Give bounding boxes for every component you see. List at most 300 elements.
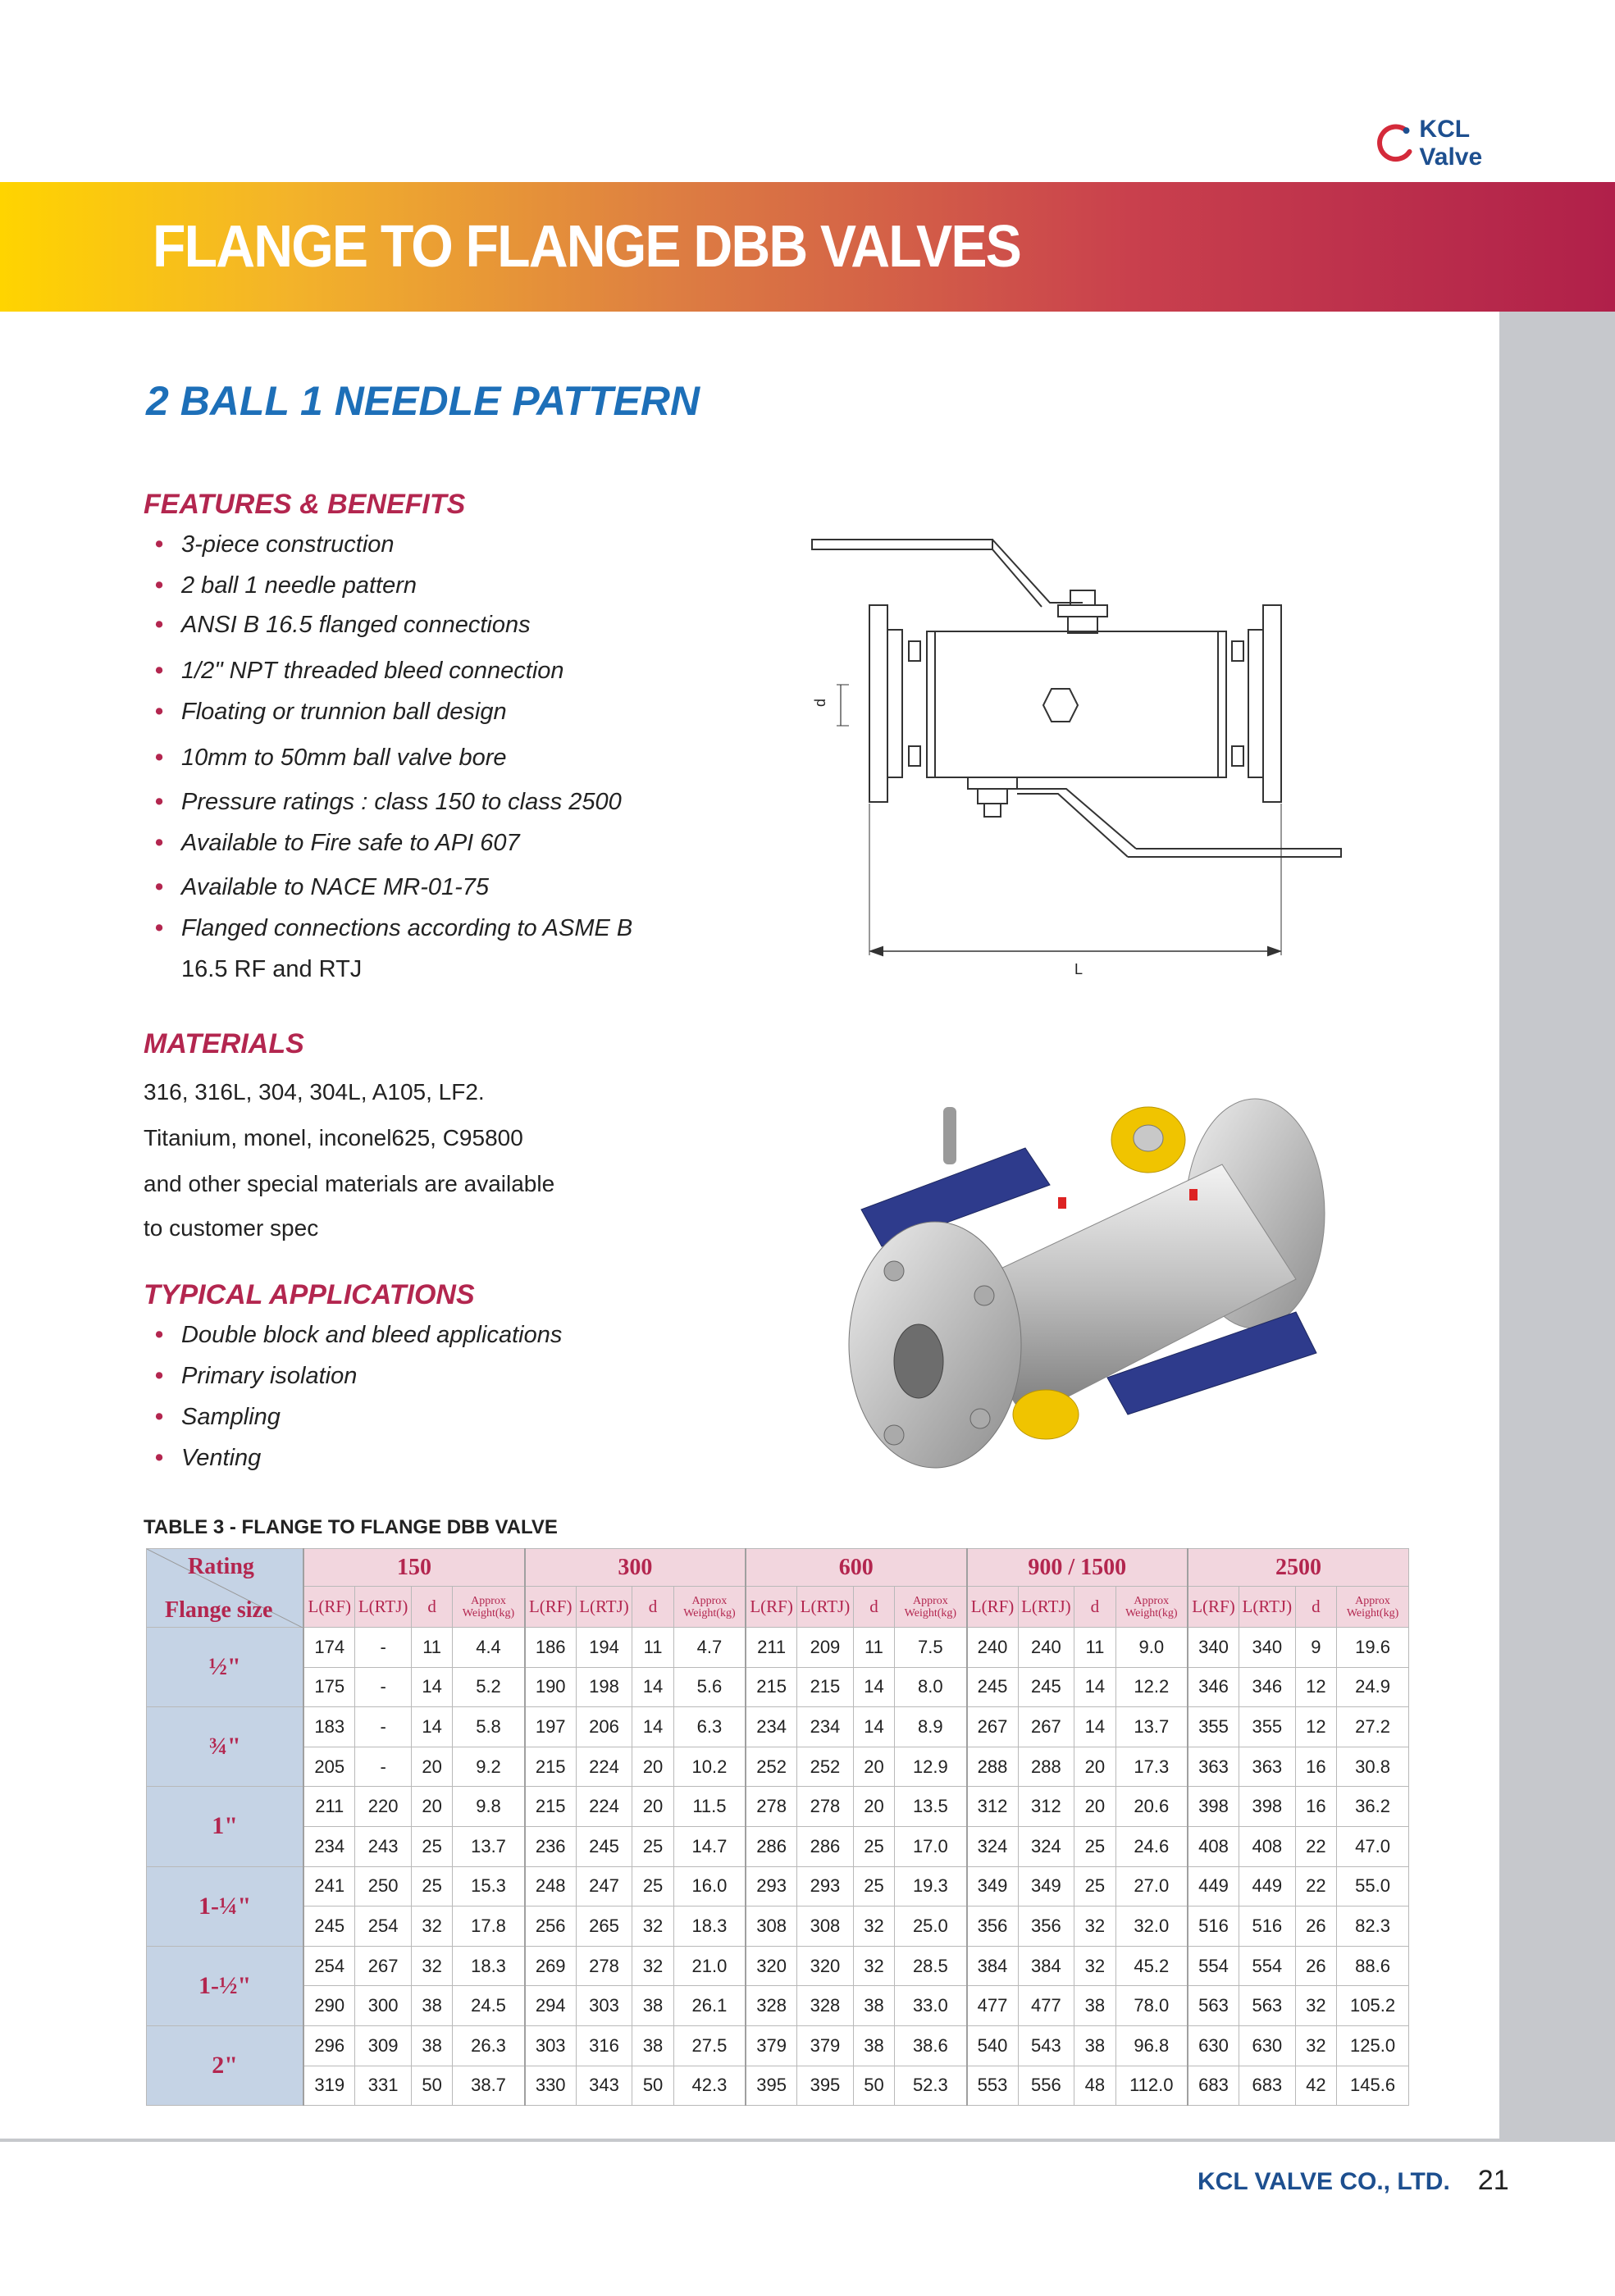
- footer-company: KCL VALVE CO., LTD.: [1198, 2168, 1450, 2195]
- table-subheader: [147, 1587, 1409, 1628]
- table-cell: 241: [303, 1866, 355, 1906]
- table-cell: 408: [1188, 1826, 1239, 1866]
- table-cell: 194: [576, 1628, 632, 1668]
- table-cell: 245: [1018, 1667, 1074, 1707]
- table-cell: 12.2: [1115, 1667, 1188, 1707]
- table-cell: 340: [1188, 1628, 1239, 1668]
- table-cell: 19.6: [1337, 1628, 1409, 1668]
- table-cell: 15.3: [453, 1866, 525, 1906]
- table-cell: 278: [576, 1946, 632, 1986]
- table-header-rating: [147, 1549, 1409, 1587]
- table-cell: 22: [1295, 1866, 1336, 1906]
- valve-product-photo: [837, 1091, 1362, 1476]
- table-cell: 309: [355, 2025, 412, 2066]
- column-header: L(RF): [967, 1587, 1019, 1628]
- table-cell: 293: [797, 1866, 854, 1906]
- table-cell: 38: [1074, 1986, 1115, 2026]
- column-header: d: [853, 1587, 894, 1628]
- table-cell: 630: [1188, 2025, 1239, 2066]
- table-cell: 33.0: [895, 1986, 967, 2026]
- table-cell: 215: [525, 1787, 577, 1827]
- table-cell: 288: [967, 1747, 1019, 1787]
- table-cell: 245: [967, 1667, 1019, 1707]
- table-cell: 45.2: [1115, 1946, 1188, 1986]
- table-cell: 324: [967, 1826, 1019, 1866]
- table-cell: 540: [967, 2025, 1019, 2066]
- table-cell: 9: [1295, 1628, 1336, 1668]
- table-cell: 12: [1295, 1667, 1336, 1707]
- table-cell: 408: [1239, 1826, 1296, 1866]
- table-cell: 206: [576, 1707, 632, 1747]
- table-cell: 254: [355, 1906, 412, 1947]
- table-cell: 252: [797, 1747, 854, 1787]
- table-cell: 331: [355, 2066, 412, 2106]
- table-row: [147, 1707, 1409, 1747]
- materials-line: Titanium, monel, inconel625, C95800: [144, 1125, 523, 1150]
- table-cell: 308: [797, 1906, 854, 1947]
- column-header: L(RF): [525, 1587, 577, 1628]
- table-cell: 563: [1239, 1986, 1296, 2026]
- table-cell: 38: [632, 2025, 673, 2066]
- applications-list: [152, 1322, 562, 1486]
- rating-label: Rating: [188, 1554, 254, 1579]
- table-cell: 215: [525, 1747, 577, 1787]
- table-cell: 186: [525, 1628, 577, 1668]
- table-cell: 356: [967, 1906, 1019, 1947]
- column-header: d: [1295, 1587, 1336, 1628]
- table-cell: 25.0: [895, 1906, 967, 1947]
- table-title: TABLE 3 - FLANGE TO FLANGE DBB VALVE: [144, 1516, 558, 1538]
- table-cell: 22: [1295, 1826, 1336, 1866]
- column-header: L(RTJ): [797, 1587, 854, 1628]
- footer: [1198, 2165, 1509, 2197]
- list-item: • Available to NACE MR-01-75: [155, 874, 490, 900]
- table-cell: 20: [632, 1787, 673, 1827]
- page-number: 21: [1477, 2165, 1509, 2196]
- column-header: Approx Weight(kg): [1337, 1587, 1409, 1628]
- table-cell: 6.3: [673, 1707, 746, 1747]
- table-cell: 303: [525, 2025, 577, 2066]
- logo-text: KCL Valve: [1419, 116, 1483, 171]
- table-cell: 8.9: [895, 1707, 967, 1747]
- table-cell: 516: [1239, 1906, 1296, 1947]
- table-cell: 265: [576, 1906, 632, 1947]
- list-item: • 1/2" NPT threaded bleed connection: [155, 658, 564, 684]
- table-cell: 8.0: [895, 1667, 967, 1707]
- list-item: • 2 ball 1 needle pattern: [155, 572, 417, 599]
- flange-size-label: Flange size: [165, 1597, 273, 1623]
- table-row: [147, 1747, 1409, 1787]
- table-cell: 13.5: [895, 1787, 967, 1827]
- table-cell: 13.7: [1115, 1707, 1188, 1747]
- table-cell: 288: [1018, 1747, 1074, 1787]
- table-cell: 355: [1239, 1707, 1296, 1747]
- table-row: [147, 1906, 1409, 1947]
- table-cell: 16: [1295, 1747, 1336, 1787]
- table-cell: 379: [797, 2025, 854, 2066]
- table-cell: 183: [303, 1707, 355, 1747]
- table-cell: 324: [1018, 1826, 1074, 1866]
- rating-300: 300: [525, 1549, 746, 1587]
- table-cell: 320: [746, 1946, 797, 1986]
- table-cell: 346: [1239, 1667, 1296, 1707]
- table-cell: 38: [853, 1986, 894, 2026]
- title-banner: [0, 182, 1615, 312]
- table-cell: 24.6: [1115, 1826, 1188, 1866]
- table-cell: 18.3: [673, 1906, 746, 1947]
- table-cell: 234: [303, 1826, 355, 1866]
- list-item: • ANSI B 16.5 flanged connections: [155, 612, 531, 638]
- list-item: • Venting: [155, 1445, 262, 1471]
- table-cell: 5.8: [453, 1707, 525, 1747]
- column-header: d: [1074, 1587, 1115, 1628]
- table-cell: 11.5: [673, 1787, 746, 1827]
- dim-d-label: d: [812, 698, 828, 707]
- table-cell: 286: [797, 1826, 854, 1866]
- table-cell: 211: [746, 1628, 797, 1668]
- table-cell: 9.2: [453, 1747, 525, 1787]
- table-cell: -: [355, 1707, 412, 1747]
- table-cell: 16: [1295, 1787, 1336, 1827]
- table-cell: 24.5: [453, 1986, 525, 2026]
- table-cell: 197: [525, 1707, 577, 1747]
- table-cell: 395: [797, 2066, 854, 2106]
- table-cell: 25: [632, 1866, 673, 1906]
- table-cell: 25: [1074, 1826, 1115, 1866]
- table-cell: 17.3: [1115, 1747, 1188, 1787]
- table-cell: 78.0: [1115, 1986, 1188, 2026]
- table-cell: 27.0: [1115, 1866, 1188, 1906]
- table-cell: 630: [1239, 2025, 1296, 2066]
- column-header: Approx Weight(kg): [453, 1587, 525, 1628]
- table-cell: 25: [411, 1866, 452, 1906]
- table-cell: 32: [853, 1946, 894, 1986]
- table-cell: 312: [1018, 1787, 1074, 1827]
- table-cell: 190: [525, 1667, 577, 1707]
- table-cell: 52.3: [895, 2066, 967, 2106]
- column-header: d: [411, 1587, 452, 1628]
- table-cell: 240: [1018, 1628, 1074, 1668]
- rating-2500: 2500: [1188, 1549, 1409, 1587]
- features-list: [152, 531, 632, 997]
- table-cell: 26.3: [453, 2025, 525, 2066]
- table-cell: 17.8: [453, 1906, 525, 1947]
- table-cell: 14: [1074, 1667, 1115, 1707]
- table-cell: 38.6: [895, 2025, 967, 2066]
- table-cell: 10.2: [673, 1747, 746, 1787]
- table-cell: 340: [1239, 1628, 1296, 1668]
- table-cell: 25: [1074, 1866, 1115, 1906]
- column-header: Approx Weight(kg): [1115, 1587, 1188, 1628]
- table-cell: 254: [303, 1946, 355, 1986]
- table-cell: 25: [853, 1826, 894, 1866]
- applications-title: TYPICAL APPLICATIONS: [144, 1279, 475, 1310]
- column-header: L(RF): [1188, 1587, 1239, 1628]
- table-cell: 14: [411, 1707, 452, 1747]
- table-cell: 205: [303, 1747, 355, 1787]
- table-cell: 12.9: [895, 1747, 967, 1787]
- table-cell: 248: [525, 1866, 577, 1906]
- table-cell: 20: [632, 1747, 673, 1787]
- column-header: L(RTJ): [1239, 1587, 1296, 1628]
- table-cell: 278: [746, 1787, 797, 1827]
- table-cell: 145.6: [1337, 2066, 1409, 2106]
- table-cell: 349: [1018, 1866, 1074, 1906]
- table-cell: 247: [576, 1866, 632, 1906]
- table-cell: 296: [303, 2025, 355, 2066]
- table-cell: 209: [797, 1628, 854, 1668]
- list-item: • Available to Fire safe to API 607: [155, 830, 520, 856]
- list-item: • Flanged connections according to ASME B: [155, 915, 633, 941]
- table-cell: 5.2: [453, 1667, 525, 1707]
- table-cell: 293: [746, 1866, 797, 1906]
- list-item: • 10mm to 50mm ball valve bore: [155, 745, 507, 771]
- table-cell: 379: [746, 2025, 797, 2066]
- table-cell: 236: [525, 1826, 577, 1866]
- rating-600: 600: [746, 1549, 966, 1587]
- valve-technical-drawing: [804, 525, 1362, 984]
- table-cell: 32: [1295, 1986, 1336, 2026]
- table-cell: 27.5: [673, 2025, 746, 2066]
- column-header: d: [632, 1587, 673, 1628]
- table-cell: 20: [411, 1747, 452, 1787]
- table-cell: 224: [576, 1787, 632, 1827]
- top-handle: [812, 540, 992, 549]
- table-cell: 38: [853, 2025, 894, 2066]
- table-row: [147, 1667, 1409, 1707]
- table-cell: 38.7: [453, 2066, 525, 2106]
- table-cell: 14: [1074, 1707, 1115, 1747]
- table-cell: 28.5: [895, 1946, 967, 1986]
- table-cell: 245: [576, 1826, 632, 1866]
- list-item: • Primary isolation: [155, 1363, 358, 1389]
- table-cell: 300: [355, 1986, 412, 2026]
- table-cell: 20.6: [1115, 1787, 1188, 1827]
- table-cell: 20: [853, 1747, 894, 1787]
- table-cell: 20: [853, 1787, 894, 1827]
- flange-size-cell: 1-¼": [147, 1866, 304, 1946]
- table-cell: 355: [1188, 1707, 1239, 1747]
- logo-swoosh-icon: [1374, 122, 1416, 165]
- table-cell: 14: [411, 1667, 452, 1707]
- table-cell: 267: [967, 1707, 1019, 1747]
- table-cell: 477: [1018, 1986, 1074, 2026]
- table-cell: 328: [797, 1986, 854, 2026]
- table-cell: 48: [1074, 2066, 1115, 2106]
- table-cell: 14: [853, 1667, 894, 1707]
- table-row: [147, 2066, 1409, 2106]
- flange-size-cell: 2": [147, 2025, 304, 2105]
- table-cell: 14.7: [673, 1826, 746, 1866]
- table-cell: -: [355, 1628, 412, 1668]
- table-cell: 19.3: [895, 1866, 967, 1906]
- table-cell: 286: [746, 1826, 797, 1866]
- materials-line: and other special materials are available: [144, 1171, 555, 1196]
- table-row: [147, 1866, 1409, 1906]
- table-cell: 125.0: [1337, 2025, 1409, 2066]
- table-cell: 290: [303, 1986, 355, 2026]
- table-cell: 11: [632, 1628, 673, 1668]
- table-cell: 294: [525, 1986, 577, 2026]
- table-cell: 553: [967, 2066, 1019, 2106]
- table-cell: 4.7: [673, 1628, 746, 1668]
- rating-150: 150: [303, 1549, 524, 1587]
- table-cell: 32: [1074, 1946, 1115, 1986]
- table-cell: 278: [797, 1787, 854, 1827]
- table-cell: 316: [576, 2025, 632, 2066]
- column-header: L(RF): [303, 1587, 355, 1628]
- table-cell: 4.4: [453, 1628, 525, 1668]
- table-cell: 25: [632, 1826, 673, 1866]
- table-cell: 82.3: [1337, 1906, 1409, 1947]
- kcl-logo: [1374, 115, 1538, 172]
- table-cell: 105.2: [1337, 1986, 1409, 2026]
- column-header: L(RF): [746, 1587, 797, 1628]
- table-cell: 356: [1018, 1906, 1074, 1947]
- table-cell: 308: [746, 1906, 797, 1947]
- features-title: FEATURES & BENEFITS: [144, 489, 466, 520]
- table-cell: 395: [746, 2066, 797, 2106]
- table-cell: 27.2: [1337, 1707, 1409, 1747]
- bottom-handle: [1128, 849, 1341, 857]
- table-cell: -: [355, 1667, 412, 1707]
- table-cell: 312: [967, 1787, 1019, 1827]
- table-cell: 9.8: [453, 1787, 525, 1827]
- table-corner: [147, 1549, 304, 1628]
- table-cell: 449: [1188, 1866, 1239, 1906]
- table-cell: 320: [797, 1946, 854, 1986]
- table-cell: 55.0: [1337, 1866, 1409, 1906]
- table-cell: 21.0: [673, 1946, 746, 1986]
- table-cell: 32: [853, 1906, 894, 1947]
- table-cell: 47.0: [1337, 1826, 1409, 1866]
- table-cell: 343: [576, 2066, 632, 2106]
- table-cell: 16.0: [673, 1866, 746, 1906]
- table-cell: 96.8: [1115, 2025, 1188, 2066]
- pattern-title: 2 BALL 1 NEEDLE PATTERN: [146, 378, 700, 424]
- table-cell: 11: [1074, 1628, 1115, 1668]
- table-cell: 363: [1188, 1747, 1239, 1787]
- table-cell: 12: [1295, 1707, 1336, 1747]
- table-cell: 449: [1239, 1866, 1296, 1906]
- table-cell: 683: [1188, 2066, 1239, 2106]
- column-header: L(RTJ): [355, 1587, 412, 1628]
- table-cell: 215: [797, 1667, 854, 1707]
- table-cell: 245: [303, 1906, 355, 1947]
- table-cell: 363: [1239, 1747, 1296, 1787]
- page-title: FLANGE TO FLANGE DBB VALVES: [153, 214, 1021, 280]
- table-cell: 477: [967, 1986, 1019, 2026]
- table-cell: 14: [853, 1707, 894, 1747]
- table-row: [147, 1946, 1409, 1986]
- table-cell: 554: [1188, 1946, 1239, 1986]
- table-cell: 234: [746, 1707, 797, 1747]
- table-row: [147, 1628, 1409, 1668]
- table-cell: 384: [967, 1946, 1019, 1986]
- table-cell: 112.0: [1115, 2066, 1188, 2106]
- table-cell: 18.3: [453, 1946, 525, 1986]
- table-cell: 17.0: [895, 1826, 967, 1866]
- column-header: Approx Weight(kg): [673, 1587, 746, 1628]
- table-cell: 25: [853, 1866, 894, 1906]
- table-cell: 13.7: [453, 1826, 525, 1866]
- dim-l-label: L: [1074, 961, 1084, 977]
- list-item: • Floating or trunnion ball design: [155, 699, 507, 725]
- table-cell: 256: [525, 1906, 577, 1947]
- table-cell: 683: [1239, 2066, 1296, 2106]
- table-cell: 9.0: [1115, 1628, 1188, 1668]
- table-cell: 38: [411, 2025, 452, 2066]
- table-cell: 220: [355, 1787, 412, 1827]
- list-item: • Pressure ratings : class 150 to class 2500: [155, 789, 622, 815]
- materials-title: MATERIALS: [144, 1028, 304, 1059]
- table-cell: 50: [632, 2066, 673, 2106]
- table-cell: 42: [1295, 2066, 1336, 2106]
- table-cell: 554: [1239, 1946, 1296, 1986]
- table-row: [147, 2025, 1409, 2066]
- table-cell: 36.2: [1337, 1787, 1409, 1827]
- table-cell: 556: [1018, 2066, 1074, 2106]
- table-body: [147, 1628, 1409, 2106]
- table-cell: 32.0: [1115, 1906, 1188, 1947]
- list-item-continuation: 16.5 RF and RTJ: [181, 956, 363, 982]
- table-cell: 215: [746, 1667, 797, 1707]
- table-cell: 32: [411, 1906, 452, 1947]
- table-cell: 11: [853, 1628, 894, 1668]
- table-cell: 330: [525, 2066, 577, 2106]
- table-cell: 243: [355, 1826, 412, 1866]
- table-cell: 7.5: [895, 1628, 967, 1668]
- flange-size-cell: 1": [147, 1787, 304, 1866]
- table-cell: 303: [576, 1986, 632, 2026]
- table-cell: 38: [632, 1986, 673, 2026]
- table-cell: 224: [576, 1747, 632, 1787]
- table-cell: 50: [411, 2066, 452, 2106]
- table-cell: 25: [411, 1826, 452, 1866]
- table-cell: 198: [576, 1667, 632, 1707]
- table-cell: 20: [411, 1787, 452, 1827]
- table-cell: 5.6: [673, 1667, 746, 1707]
- list-item: • Double block and bleed applications: [155, 1322, 563, 1348]
- table-cell: 250: [355, 1866, 412, 1906]
- table-cell: 32: [632, 1946, 673, 1986]
- materials-line: to customer spec: [144, 1215, 319, 1241]
- list-item: • 3-piece construction: [155, 531, 395, 558]
- table-cell: 211: [303, 1787, 355, 1827]
- table-cell: 267: [355, 1946, 412, 1986]
- table-cell: 269: [525, 1946, 577, 1986]
- footer-divider: [0, 2139, 1615, 2142]
- table-cell: 516: [1188, 1906, 1239, 1947]
- table-cell: 398: [1188, 1787, 1239, 1827]
- table-cell: 175: [303, 1667, 355, 1707]
- table-cell: 384: [1018, 1946, 1074, 1986]
- table-cell: 346: [1188, 1667, 1239, 1707]
- column-header: L(RTJ): [576, 1587, 632, 1628]
- flange-size-cell: ¾": [147, 1707, 304, 1787]
- table-cell: 174: [303, 1628, 355, 1668]
- table-cell: 20: [1074, 1787, 1115, 1827]
- table-cell: 38: [411, 1986, 452, 2026]
- table-cell: 32: [1295, 2025, 1336, 2066]
- rating-900-1500: 900 / 1500: [967, 1549, 1188, 1587]
- table-cell: 14: [632, 1667, 673, 1707]
- list-item: • Sampling: [155, 1404, 281, 1430]
- materials-line: 316, 316L, 304, 304L, A105, LF2.: [144, 1079, 485, 1105]
- table-cell: 88.6: [1337, 1946, 1409, 1986]
- table-cell: 240: [967, 1628, 1019, 1668]
- table-cell: 32: [632, 1906, 673, 1947]
